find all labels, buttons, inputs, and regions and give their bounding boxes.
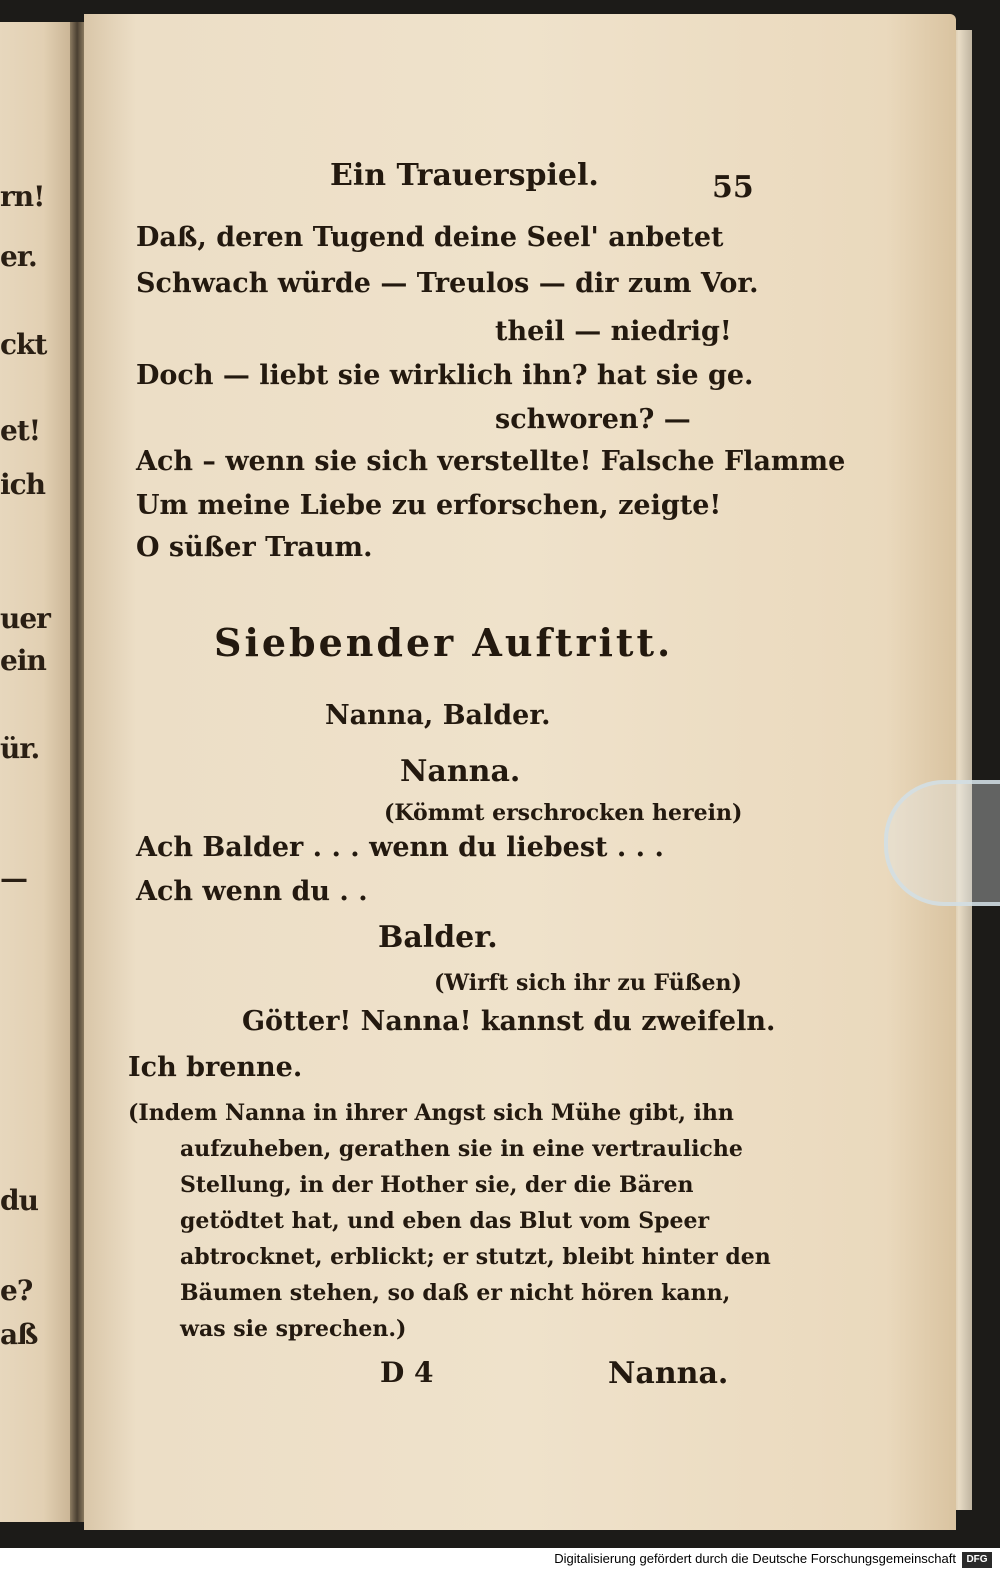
stage-direction: (Wirft sich ihr zu Füßen) xyxy=(434,970,742,996)
verse-line: Schwach würde — Treulos — dir zum Vor. xyxy=(136,268,759,299)
left-page-text: ein xyxy=(0,644,46,677)
speech-line: Götter! Nanna! kannst du zweifeln. xyxy=(242,1006,776,1037)
left-page-text: e? xyxy=(0,1274,33,1307)
stage-direction-line: abtrocknet, erblickt; er stutzt, bleibt hinter den xyxy=(180,1244,771,1270)
left-page-text: du xyxy=(0,1184,38,1217)
verse-line: schworen? — xyxy=(495,404,691,435)
left-page-text: — xyxy=(0,862,27,895)
left-page-text: uer xyxy=(0,602,50,635)
character-list: Nanna, Balder. xyxy=(325,700,551,731)
verse-line: Doch — liebt sie wirklich ihn? hat sie ge. xyxy=(136,360,754,391)
dfg-logo: DFG xyxy=(962,1552,992,1568)
page-clip xyxy=(884,780,1000,906)
page-number: 55 xyxy=(712,170,754,205)
verse-line: O süßer Traum. xyxy=(136,532,373,563)
left-page-text: rn! xyxy=(0,180,45,213)
stage-direction-line: getödtet hat, und eben das Blut vom Speer xyxy=(180,1208,710,1234)
speaker-name: Nanna. xyxy=(400,754,521,789)
left-page-text: et! xyxy=(0,414,41,447)
speaker-name: Balder. xyxy=(378,920,498,955)
verse-line: Daß, deren Tugend deine Seel' anbetet xyxy=(136,222,724,253)
catchword: Nanna. xyxy=(608,1356,729,1391)
left-page-text: ich xyxy=(0,468,46,501)
signature-mark: D 4 xyxy=(380,1356,434,1389)
verse-line: theil — niedrig! xyxy=(495,316,732,347)
left-page-fragment xyxy=(0,22,72,1522)
verse-line: Um meine Liebe zu erforschen, zeigte! xyxy=(136,490,722,521)
stage-direction-line: Bäumen stehen, so daß er nicht hören kann, xyxy=(180,1280,731,1306)
stage-direction-line: Stellung, in der Hother sie, der die Bären xyxy=(180,1172,694,1198)
stage-direction-line: aufzuheben, gerathen sie in eine vertrauliche xyxy=(180,1136,743,1162)
speech-line: Ich brenne. xyxy=(128,1052,303,1083)
verse-line: Ach – wenn sie sich verstellte! Falsche Flamme xyxy=(136,446,846,477)
left-page-text: ckt xyxy=(0,328,47,361)
speech-line: Ach Balder . . . wenn du liebest . . . xyxy=(136,832,664,863)
speech-line: Ach wenn du . . xyxy=(136,876,368,907)
funding-note: Digitalisierung gefördert durch die Deutsche Forschungsgemeinschaft xyxy=(554,1551,956,1566)
running-head: Ein Trauerspiel. xyxy=(330,158,599,193)
left-page-text: aß xyxy=(0,1318,38,1351)
stage-direction: (Kömmt erschrocken herein) xyxy=(384,800,743,826)
left-page-text: ür. xyxy=(0,732,40,765)
left-page-text: er. xyxy=(0,240,37,273)
stage-direction-line: (Indem Nanna in ihrer Angst sich Mühe gibt, ihn xyxy=(128,1100,734,1126)
stage-direction-line: was sie sprechen.) xyxy=(180,1316,407,1342)
scene-heading: Siebender Auftritt. xyxy=(214,620,674,665)
